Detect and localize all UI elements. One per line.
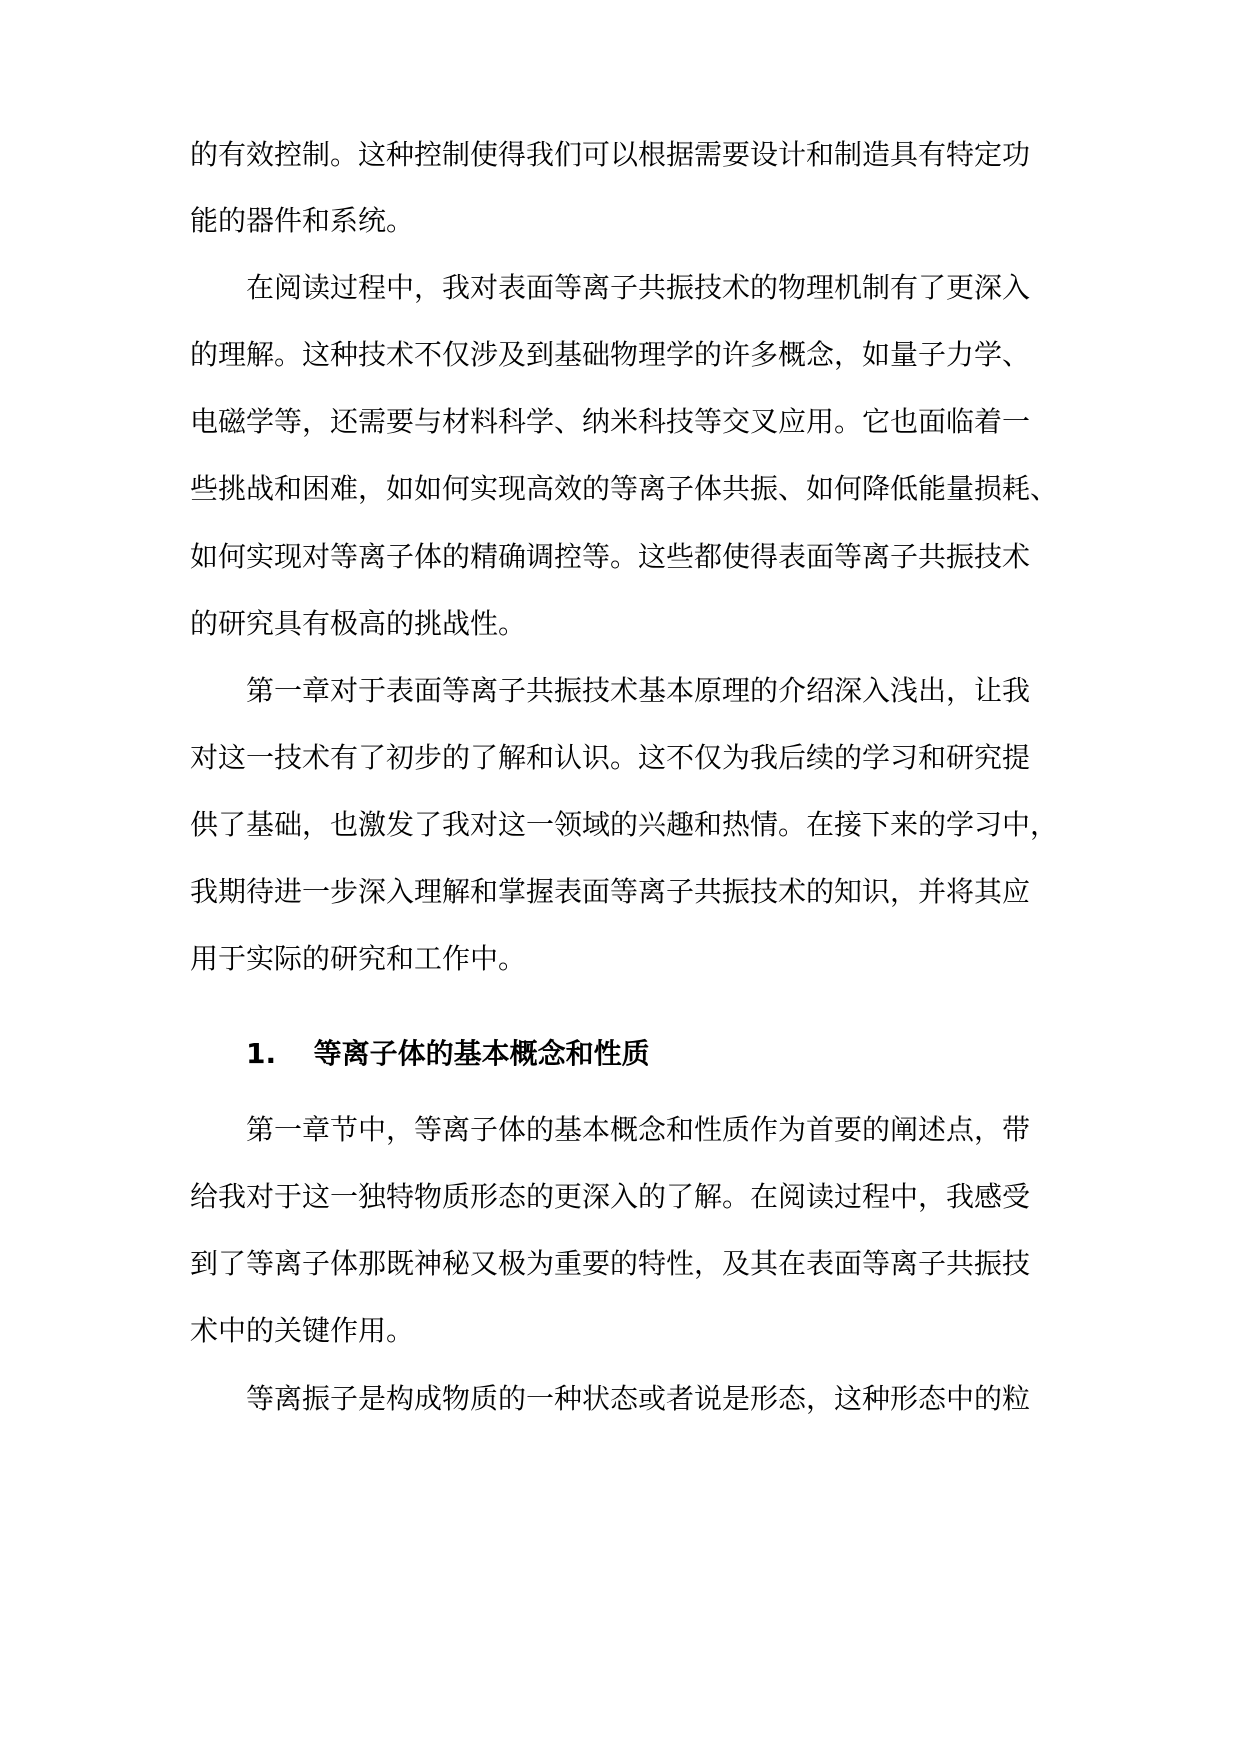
paragraph-2-line-4: 些挑战和困难，如如何实现高效的等离子体共振、如何降低能量损耗、 — [190, 472, 1059, 505]
paragraph-2-line-1: 在阅读过程中，我对表面等离子共振技术的物理机制有了更深入 — [246, 271, 1031, 304]
section-paragraph-1-line-2: 给我对于这一独特物质形态的更深入的了解。在阅读过程中，我感受 — [190, 1180, 1031, 1213]
paragraph-3-line-3: 供了基础，也激发了我对这一领域的兴趣和热情。在接下来的学习中， — [190, 808, 1059, 841]
paragraph-3-line-2: 对这一技术有了初步的了解和认识。这不仅为我后续的学习和研究提 — [190, 741, 1031, 774]
section-paragraph-1-line-3: 到了等离子体那既神秘又极为重要的特性，及其在表面等离子共振技 — [190, 1247, 1031, 1280]
paragraph-2-line-2: 的理解。这种技术不仅涉及到基础物理学的许多概念，如量子力学、 — [190, 338, 1031, 371]
paragraph-1-line-2: 能的器件和系统。 — [190, 204, 415, 237]
paragraph-2-line-3: 电磁学等，还需要与材料科学、纳米科技等交叉应用。它也面临着一 — [190, 405, 1031, 438]
paragraph-3-line-1: 第一章对于表面等离子共振技术基本原理的介绍深入浅出，让我 — [246, 674, 1031, 707]
paragraph-1-line-1: 的有效控制。这种控制使得我们可以根据需要设计和制造具有特定功 — [190, 138, 1031, 171]
paragraph-2-line-6: 的研究具有极高的挑战性。 — [190, 607, 527, 640]
section-heading — [246, 1036, 650, 1072]
section-paragraph-1-line-1: 第一章节中，等离子体的基本概念和性质作为首要的阐述点，带 — [246, 1113, 1031, 1146]
paragraph-2-line-5: 如何实现对等离子体的精确调控等。这些都使得表面等离子共振技术 — [190, 540, 1031, 573]
section-number: 1. — [246, 1037, 277, 1070]
section-paragraph-2-line-1: 等离振子是构成物质的一种状态或者说是形态，这种形态中的粒 — [246, 1382, 1031, 1415]
section-title: 等离子体的基本概念和性质 — [313, 1037, 650, 1070]
paragraph-3-line-5: 用于实际的研究和工作中。 — [190, 942, 527, 975]
paragraph-3-line-4: 我期待进一步深入理解和掌握表面等离子共振技术的知识，并将其应 — [190, 875, 1031, 908]
section-paragraph-1-line-4: 术中的关键作用。 — [190, 1314, 415, 1347]
